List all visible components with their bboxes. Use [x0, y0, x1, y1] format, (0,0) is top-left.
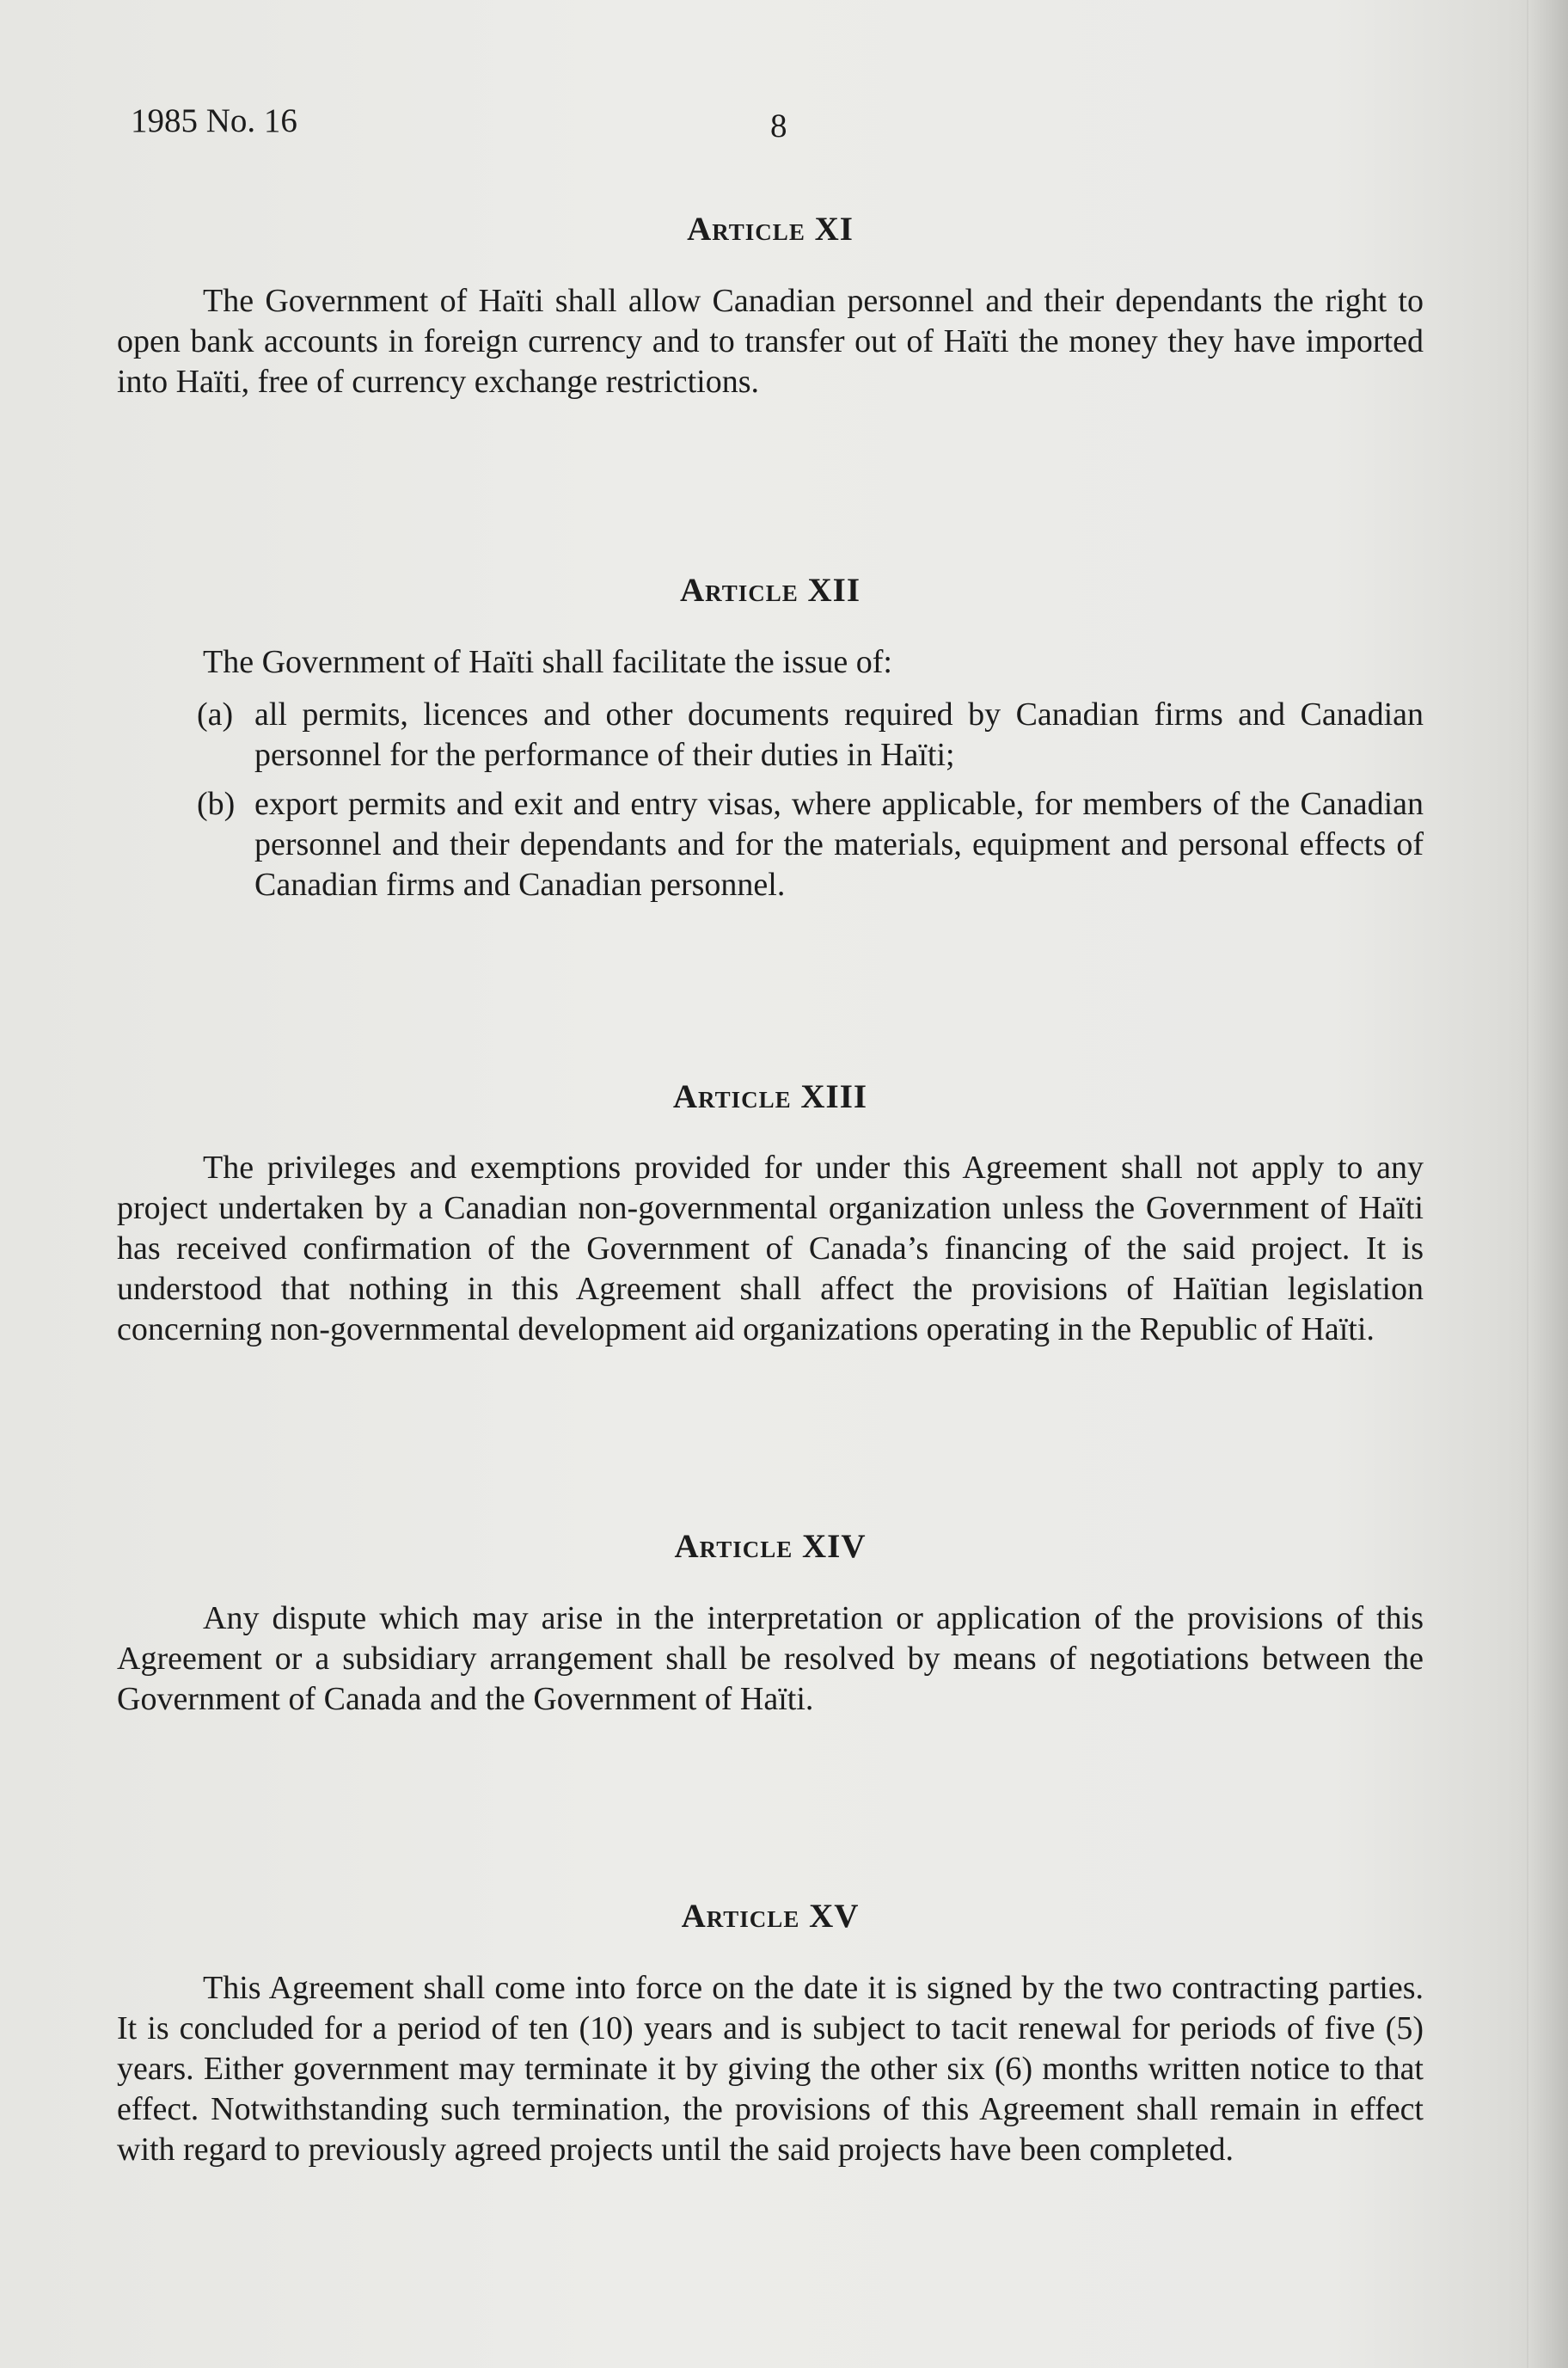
- page-edge: [1527, 0, 1568, 2368]
- article-xi: [117, 210, 1424, 402]
- article-title: Article XIII: [672, 1077, 868, 1115]
- page-number: 8: [770, 107, 787, 144]
- list-marker: (a): [197, 696, 234, 733]
- article-title: Article XV: [681, 1898, 860, 1936]
- list-item: [117, 695, 1424, 776]
- article-title: Article XII: [679, 571, 861, 609]
- article-xv: [117, 1897, 1424, 2170]
- list-item-text: export permits and exit and entry visas, where applicable, for members of the Canadian personnel and their dependants and for the materials, equipment and personal effects of Canadian firms and Canadian personnel.: [254, 785, 1424, 903]
- article-paragraph: Any dispute which may arise in the interpretation or application of the provisions of this Agreement or a subsidiary arrangement shall be resolved by means of negotiations between the Government of Canada and the Government of Haïti.: [117, 1600, 1424, 1718]
- article-xii: [117, 571, 1424, 905]
- article-intro: The Government of Haïti shall facilitate the issue of:: [203, 643, 892, 680]
- article-paragraph: This Agreement shall come into force on the date it is signed by the two contracting parties. It is concluded for a period of ten (10) years and is subject to tacit renewal for periods of five (5) years. Either government may terminate it by giving the other six (6) months written notice to that effect. Notwithstanding such termination, the provisions of this Agreement shall remain in effect with regard to previously agreed projects until the said projects have been completed.: [117, 1969, 1424, 2168]
- article-paragraph: The privileges and exemptions provided for under this Agreement shall not apply to any project undertaken by a Canadian non-governmental organization unless the Government of Haïti has received confirmation of the Government of Canada’s financing of the said project. It is understood that nothing in this Agreement shall affect the provisions of Haïtian legislation concerning non-governmental development aid organizations operating in the Republic of Haïti.: [117, 1150, 1424, 1348]
- document-body: [117, 210, 1424, 2170]
- year-and-number: 1985 No. 16: [131, 102, 297, 139]
- list-item: [117, 784, 1424, 905]
- list-marker: (b): [197, 785, 236, 822]
- article-title: Article XI: [687, 211, 854, 248]
- article-paragraph: The Government of Haïti shall allow Canadian personnel and their dependants the right to open bank accounts in foreign currency and to transfer out of Haïti the money they have imported into Haïti, free of currency exchange restrictions.: [117, 282, 1424, 400]
- list-item-text: all permits, licences and other documents required by Canadian firms and Canadian personnel for the performance of their duties in Haïti;: [254, 696, 1424, 773]
- page-header: [131, 101, 1420, 144]
- article-xiii: [117, 1077, 1424, 1351]
- article-title: Article XIV: [674, 1528, 867, 1566]
- article-xiv: [117, 1527, 1424, 1720]
